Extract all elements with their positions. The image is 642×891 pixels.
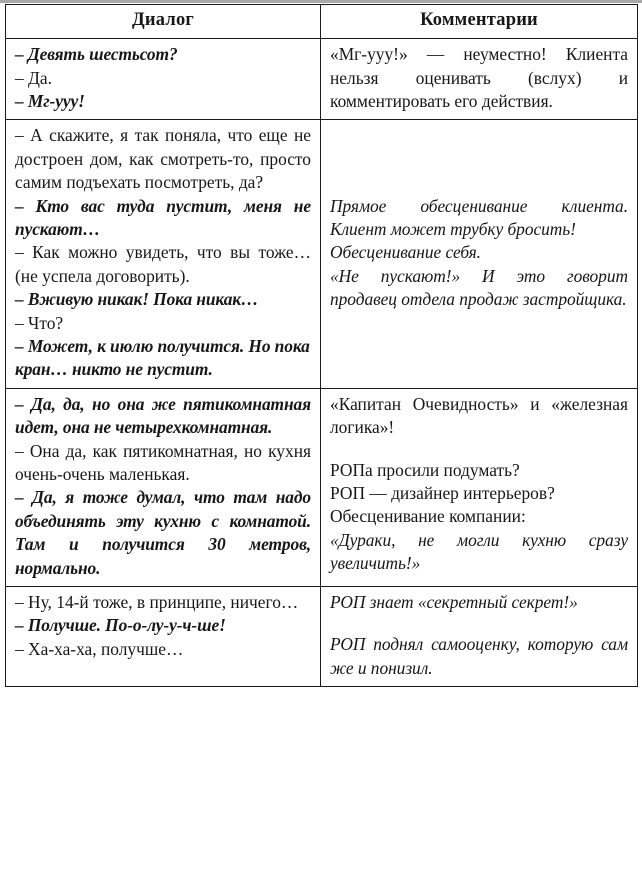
dialog-line: – Девять шестьсот? bbox=[15, 44, 178, 65]
dialog-line: – А скажите, я так поняла, что еще не достроен дом, как смотреть-то, просто самим подъехать посмотреть, да? bbox=[15, 125, 311, 193]
table-body bbox=[6, 39, 638, 687]
table-row bbox=[6, 120, 638, 388]
paragraph-spacer bbox=[330, 440, 628, 459]
comment-line: РОП поднял самооценку, которую сам же и понизил. bbox=[330, 634, 628, 678]
dialog-line: – Ха-ха-ха, получше… bbox=[15, 638, 184, 659]
table-row bbox=[6, 587, 638, 687]
table-header-row bbox=[6, 5, 638, 39]
dialog-cell bbox=[6, 39, 321, 120]
comment-line: «Капитан Очевидность» и «железная логика»! bbox=[330, 393, 628, 438]
scan-edge-top bbox=[0, 0, 642, 3]
comment-line: «Дураки, не могли кухню сразу увеличить!» bbox=[330, 529, 628, 574]
dialog-comments-table bbox=[5, 4, 638, 687]
column-header-comments: Комментарии bbox=[321, 5, 638, 39]
dialog-cell bbox=[6, 120, 321, 388]
dialog-line: – Что? bbox=[15, 312, 64, 333]
comment-line: «Мг-ууу!» — неуместно! Клиента нельзя оценивать (вслух) и комментировать его действия. bbox=[330, 44, 628, 111]
comment-line: Обесценивание себя. bbox=[330, 242, 481, 263]
dialog-line: – Да, я тоже думал, что там надо объединять эту кухню с комнатой. Там и получится 30 метров, нормально. bbox=[15, 487, 311, 578]
dialog-line: – Может, к июлю получится. Но пока кран… никто не пустит. bbox=[15, 336, 310, 380]
comment-line: «Не пускают!» И это говорит продавец отдела продаж застройщика. bbox=[330, 265, 628, 310]
dialog-cell bbox=[6, 388, 321, 586]
dialog-line: – Да, да, но она же пятикомнатная идет, она не четырехкомнатная. bbox=[15, 393, 311, 438]
table-container bbox=[5, 4, 637, 687]
table-row bbox=[6, 39, 638, 120]
comment-cell bbox=[321, 39, 638, 120]
dialog-line: – Мг-ууу! bbox=[15, 90, 85, 111]
comment-line: РОПа просили подумать? bbox=[330, 459, 520, 480]
table-header bbox=[6, 5, 638, 39]
comment-line: Прямое обесценивание клиента. Клиент может трубку бросить! bbox=[330, 195, 628, 239]
comment-line: Обесценивание компании: bbox=[330, 506, 526, 527]
dialog-line: – Ну, 14-й тоже, в принципе, ничего… bbox=[15, 592, 299, 613]
dialog-line: – Да. bbox=[15, 67, 52, 88]
comment-cell bbox=[321, 587, 638, 687]
comment-cell bbox=[321, 388, 638, 586]
dialog-line: – Она да, как пятикомнатная, но кухня очень-очень маленькая. bbox=[15, 440, 311, 485]
comment-line: РОП знает «секретный секрет!» bbox=[330, 592, 578, 613]
column-header-dialog: Диалог bbox=[6, 5, 321, 39]
comment-cell bbox=[321, 120, 638, 388]
paragraph-spacer bbox=[330, 614, 628, 633]
dialog-line: – Вживую никак! Пока никак… bbox=[15, 289, 259, 310]
comment-line: РОП — дизайнер интерьеров? bbox=[330, 483, 555, 504]
dialog-line: – Как можно увидеть, что вы тоже… (не успела договорить). bbox=[15, 242, 311, 286]
dialog-line: – Кто вас туда пустит, меня не пускают… bbox=[15, 195, 311, 239]
table-row bbox=[6, 388, 638, 586]
dialog-cell bbox=[6, 587, 321, 687]
dialog-line: – Получше. По-о-лу-у-ч-ше! bbox=[15, 615, 226, 636]
